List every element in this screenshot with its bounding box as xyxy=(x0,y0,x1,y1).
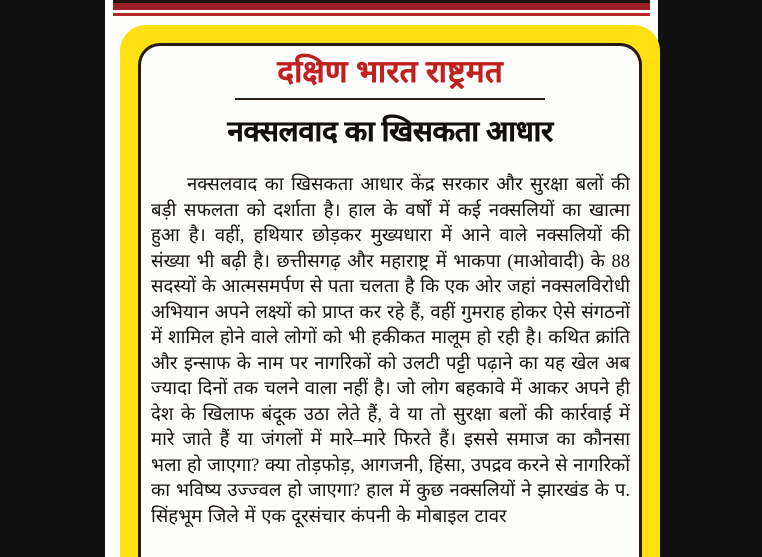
top-thin-red-rule xyxy=(113,13,650,16)
newspaper-page xyxy=(105,0,658,557)
newspaper-masthead: दक्षिण भारत राष्ट्रमत xyxy=(277,54,503,89)
right-black-margin xyxy=(658,0,762,557)
left-black-margin xyxy=(0,0,105,557)
article-paragraph: नक्सलवाद का खिसकता आधार केंद्र सरकार और सुरक्षा बलों की बड़ी सफलता को दर्शाता है। हाल के वर्षों में कई नक्सलियों का खात्मा हुआ है। वहीं, हथियार छोड़कर मुख्यधारा में आने वाले नक्सलियों की संख्या भी बढ़ी है। छत्तीसगढ़ और महाराष्ट्र में भाकपा (माओवादी) के 88 सदस्यों के आत्मसमर्पण से पता चलता है कि एक ओर जहां नक्सलविरोधी अभियान अपने लक्ष्यों को प्राप्त कर रहे हैं, वहीं गुमराह होकर ऐसे संगठनों में शामिल होने वाले लोगों को भी हकीकत मालूम हो रही है। कथित क्रांति और इन्साफ के नाम पर नागरिकों को उलटी पट्टी पढ़ाने का यह खेल अब ज्यादा दिनों तक चलने वाला नहीं है। जो लोग बहकावे में आकर अपने ही देश के खिलाफ बंदूक उठा लेते हैं, वे या तो सुरक्षा बलों की कार्रवाई में मारे जाते हैं या जंगलों में मारे–मारे फिरते हैं। इससे समाज का कौनसा भला हो जाएगा? क्या तोड़फोड़, आगजनी, हिंसा, उपद्रव करने से नागरिकों का भविष्य उज्ज्वल हो जाएगा? हाल में कुछ नक्सलियों ने झारखंड के प. सिंहभूम जिले में एक दूरसंचार कंपनी के मोबाइल टावर xyxy=(151,175,631,527)
masthead-divider xyxy=(235,98,545,100)
article-body xyxy=(145,173,635,530)
article-headline: नक्सलवाद का खिसकता आधार xyxy=(227,116,553,148)
top-red-bar xyxy=(113,3,650,10)
article-content xyxy=(145,46,635,557)
